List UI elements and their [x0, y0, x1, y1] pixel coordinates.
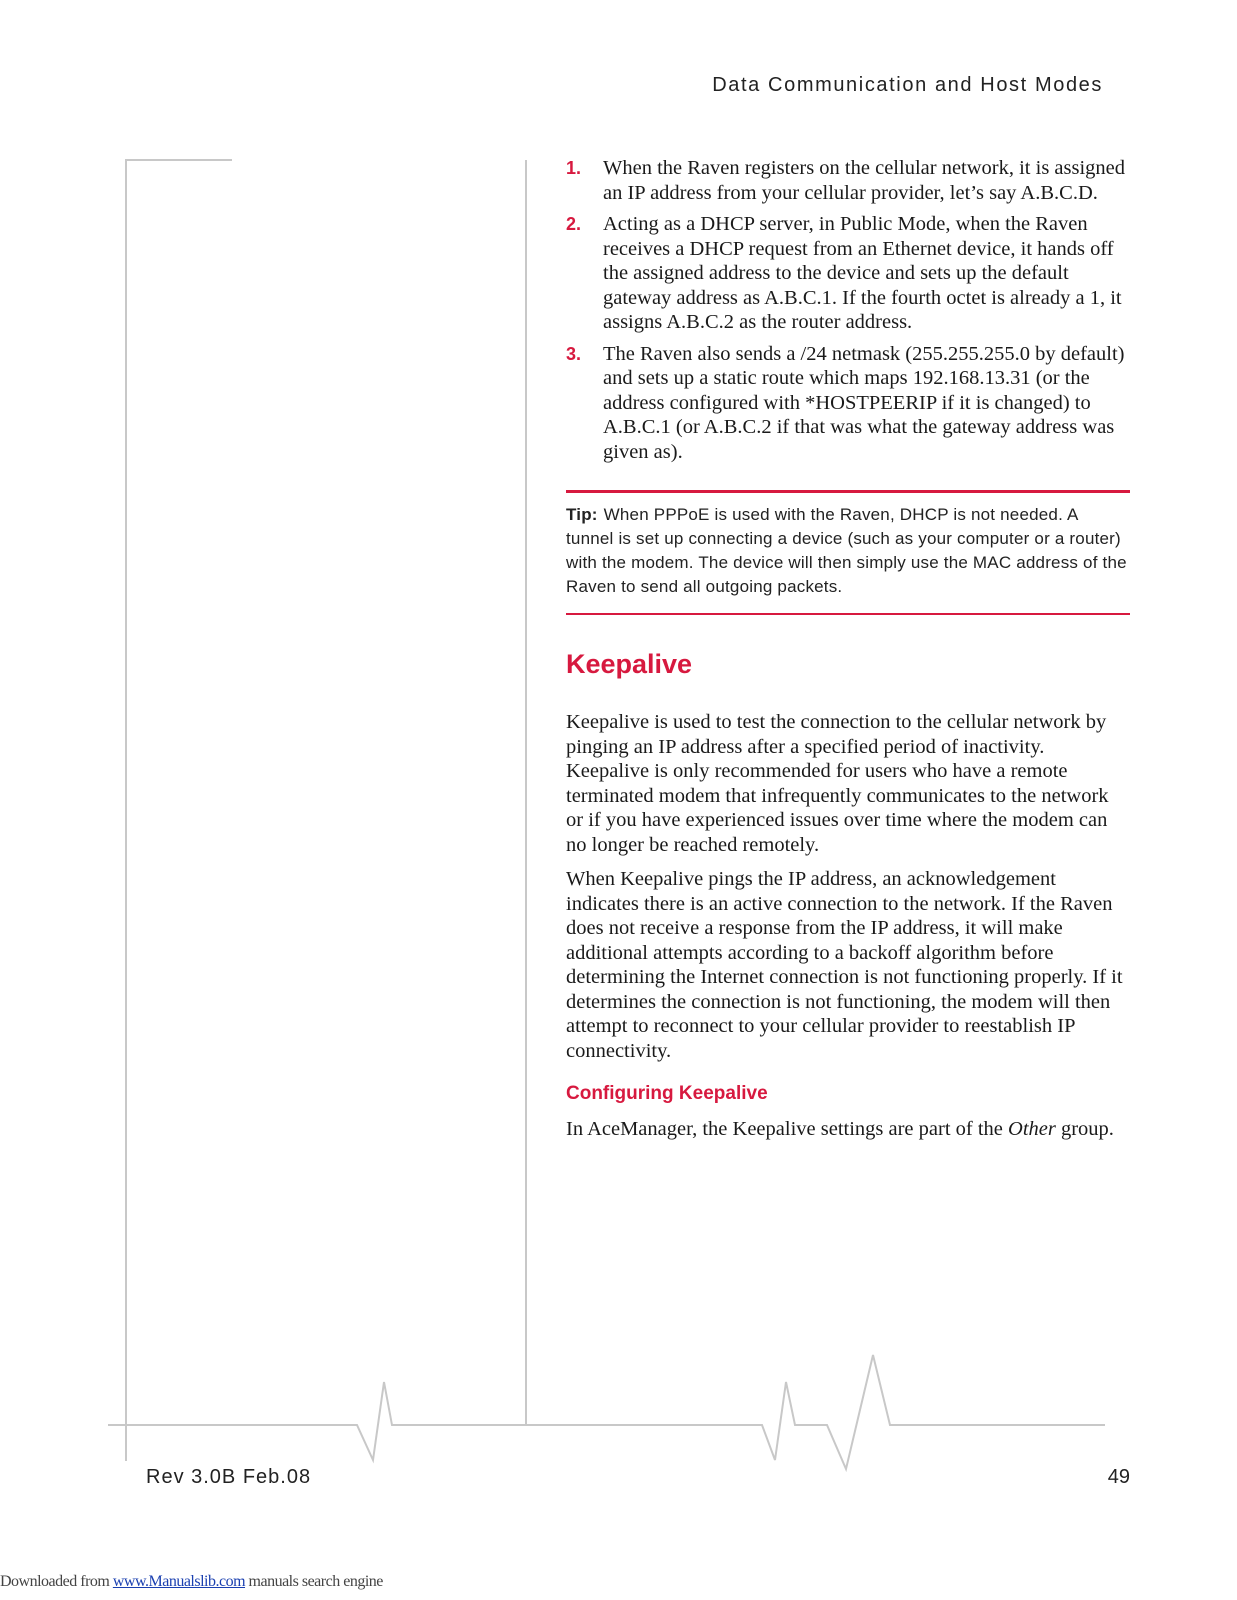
text-run: group.	[1055, 1118, 1114, 1140]
body-paragraph: Keepalive is used to test the connection to the cellular network by pinging an IP address after a specified period of inactivity. Keepalive is only recommended for users who have a remote terminated modem that infrequently communicates to the network or if you have experienced issues over time where the modem can no longer be reached remotely.	[566, 711, 1109, 856]
step-text: When the Raven registers on the cellular network, it is assigned an IP address from your cellular provider, let’s say A.B.C.D.	[603, 157, 1126, 204]
body-paragraph: When Keepalive pings the IP address, an acknowledgement indicates there is an active connection to the network. If the Raven does not receive a response from the IP address, it will make additional attempts according to a backoff algorithm before determining the Internet connection is not functioning properly. If it determines the connection is not functioning, the modem will then attempt to reconnect to your cellular provider to reestablish IP connectivity.	[566, 868, 1123, 1062]
list-item	[566, 156, 1130, 205]
subsection-heading: Configuring Keepalive	[566, 1083, 768, 1104]
tip-box	[566, 490, 1130, 615]
step-number: 2.	[566, 214, 582, 234]
watermark-prefix: Downloaded from	[0, 1573, 113, 1590]
tip-label: Tip:	[566, 505, 598, 524]
download-watermark	[0, 1573, 383, 1591]
watermark-link[interactable]: www.Manualslib.com	[112, 1573, 246, 1590]
section-heading: Keepalive	[566, 649, 693, 679]
body-paragraph	[566, 1117, 1130, 1142]
list-item	[566, 212, 1130, 335]
step-text: Acting as a DHCP server, in Public Mode, when the Raven receives a DHCP request from an Ethernet device, it hands off the assigned address to the device and sets up the default gateway address as A.B.C.1. If the fourth octet is already a 1, it assigns A.B.C.2 as the router address.	[603, 213, 1122, 333]
step-number: 3.	[566, 343, 582, 364]
step-text: The Raven also sends a /24 netmask (255.255.255.0 by default) and sets up a static route which maps 192.168.13.31 (or the address configured with *HOSTPEERIP if it is changed) to A.B.C.1 (or A.B.C.2 if that was what the gateway address was given as).	[603, 342, 1125, 463]
procedure-steps	[566, 156, 1130, 464]
footer-page-number: 49	[1107, 1466, 1130, 1488]
tip-text: When PPPoE is used with the Raven, DHCP is not needed. A tunnel is set up connecting a device (such as your computer or a router) with the modem. The device will then simply use the MAC address of the Raven to send all outgoing packets.	[566, 505, 1127, 596]
footer-revision: Rev 3.0B Feb.08	[146, 1466, 312, 1488]
emphasis-text: Other	[1008, 1118, 1056, 1140]
main-content	[566, 156, 1130, 1152]
list-item	[566, 342, 1130, 465]
text-run: In AceManager, the Keepalive settings are part of the	[566, 1118, 1009, 1140]
running-header: Data Communication and Host Modes	[712, 74, 1103, 96]
watermark-suffix: manuals search engine	[245, 1573, 383, 1590]
step-number: 1.	[566, 158, 582, 178]
